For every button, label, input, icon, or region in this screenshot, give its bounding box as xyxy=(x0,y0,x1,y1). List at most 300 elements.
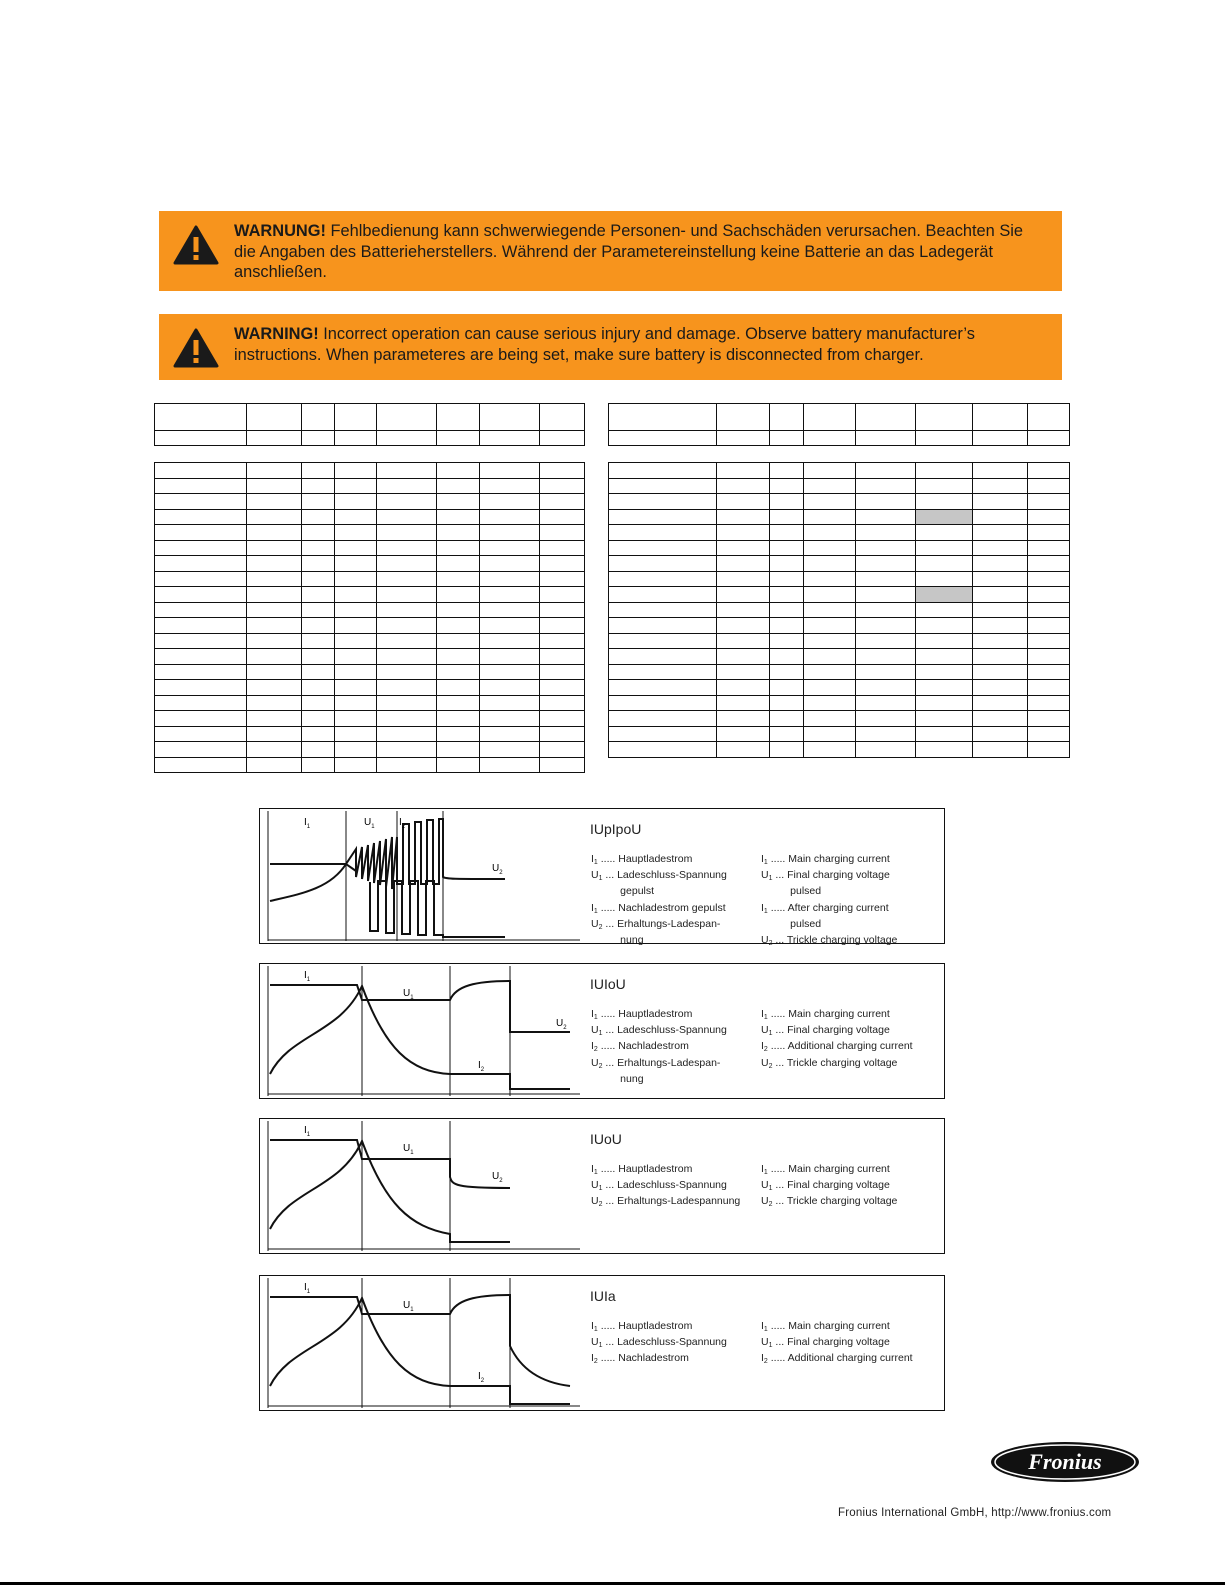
table-cell xyxy=(804,711,856,727)
table-cell xyxy=(437,695,480,711)
table-cell xyxy=(856,602,916,618)
table-cell xyxy=(302,463,335,479)
legend-english xyxy=(761,1163,897,1212)
table-cell xyxy=(480,431,540,446)
table-cell xyxy=(609,525,717,541)
table-cell xyxy=(377,478,437,494)
table-cell xyxy=(1028,711,1070,727)
curve-label-c: $I_2$ xyxy=(399,817,406,830)
table-cell xyxy=(247,509,302,525)
table-cell xyxy=(856,509,916,525)
table-cell xyxy=(480,711,540,727)
table-cell xyxy=(804,680,856,696)
table-row xyxy=(609,478,1070,494)
warning-box-de xyxy=(159,211,1062,291)
table-cell xyxy=(804,404,856,431)
legend-entry: $U_2$ ... Trickle charging voltage xyxy=(761,1056,898,1070)
legend-entry: gepulst xyxy=(591,885,655,898)
table-cell xyxy=(437,431,480,446)
table-cell xyxy=(609,431,717,446)
table-cell xyxy=(335,649,377,665)
table-cell xyxy=(717,742,770,758)
warning-text-de: WARNUNG! Fehlbedienung kann schwerwiegende Personen- und Sachschäden verursachen. Beachten Sie die Angaben des Batterieherstellers. Während der Parametereinstellung keine Batterie an das Ladegerät anschließen. xyxy=(234,222,1024,281)
table-cell xyxy=(335,757,377,773)
table-cell xyxy=(1028,556,1070,572)
table-cell xyxy=(770,494,804,510)
table-cell xyxy=(916,633,973,649)
table-cell xyxy=(856,649,916,665)
table-cell xyxy=(609,726,717,742)
charging-curve-diagram xyxy=(260,964,580,1098)
table-cell xyxy=(247,556,302,572)
table-cell xyxy=(916,602,973,618)
table-row xyxy=(609,463,1070,479)
table-cell xyxy=(247,540,302,556)
table-row xyxy=(155,463,585,479)
table-cell xyxy=(155,556,247,572)
table-cell xyxy=(1028,404,1070,431)
table-cell xyxy=(717,571,770,587)
table-cell xyxy=(916,726,973,742)
table-cell xyxy=(609,478,717,494)
table-cell xyxy=(302,525,335,541)
legend-entry: $U_2$ ... Erhaltungs-Ladespan- xyxy=(591,1056,721,1070)
table-cell xyxy=(916,680,973,696)
table-cell xyxy=(155,680,247,696)
table-cell xyxy=(540,571,585,587)
table-cell xyxy=(1028,742,1070,758)
table-cell xyxy=(540,664,585,680)
table-cell xyxy=(377,618,437,634)
table-cell xyxy=(609,404,717,431)
curve-label-c: $I_2$ xyxy=(478,1060,485,1073)
table-row xyxy=(155,540,585,556)
table-cell xyxy=(856,695,916,711)
table-cell xyxy=(437,742,480,758)
table-cell xyxy=(856,711,916,727)
table-row xyxy=(609,571,1070,587)
legend-entry: $I_1$ ..... Hauptladestrom xyxy=(591,1008,693,1021)
table-cell xyxy=(302,680,335,696)
table-cell xyxy=(770,540,804,556)
table-cell xyxy=(609,494,717,510)
table-cell xyxy=(1028,680,1070,696)
table-cell xyxy=(717,618,770,634)
table-cell xyxy=(480,509,540,525)
table-cell xyxy=(973,556,1028,572)
table-cell xyxy=(717,509,770,525)
legend-entry: $U_1$ ... Ladeschluss-Spannung xyxy=(591,1179,727,1193)
charging-curve-panel-iuou xyxy=(259,1118,945,1254)
table-cell xyxy=(247,494,302,510)
table-cell xyxy=(1028,431,1070,446)
table-row xyxy=(155,633,585,649)
charging-curve-panel-iupipou xyxy=(259,808,945,948)
table-row xyxy=(609,494,1070,510)
table-cell xyxy=(804,664,856,680)
table-cell xyxy=(916,649,973,665)
table-cell xyxy=(335,680,377,696)
table-cell xyxy=(916,540,973,556)
table-row xyxy=(155,695,585,711)
legend-entry: $I_1$ ..... Main charging current xyxy=(761,1008,890,1021)
table-cell xyxy=(540,478,585,494)
table-cell xyxy=(973,695,1028,711)
table-cell xyxy=(609,649,717,665)
table-cell xyxy=(973,431,1028,446)
table-cell xyxy=(247,726,302,742)
legend-entry: nung xyxy=(591,1072,644,1085)
table-cell xyxy=(155,742,247,758)
table-cell xyxy=(247,680,302,696)
table-row xyxy=(609,680,1070,696)
table-cell xyxy=(717,726,770,742)
table-cell xyxy=(804,571,856,587)
table-cell xyxy=(804,742,856,758)
table-cell xyxy=(377,664,437,680)
table-cell xyxy=(717,649,770,665)
table-cell xyxy=(437,509,480,525)
table-cell xyxy=(770,556,804,572)
table-cell xyxy=(155,711,247,727)
table-row xyxy=(609,602,1070,618)
table-cell xyxy=(609,618,717,634)
table-cell xyxy=(717,556,770,572)
table-cell xyxy=(856,633,916,649)
table-row xyxy=(609,587,1070,603)
table-row xyxy=(155,726,585,742)
table-cell xyxy=(973,509,1028,525)
table-cell xyxy=(916,695,973,711)
table-row xyxy=(155,664,585,680)
table-cell xyxy=(540,618,585,634)
table-cell xyxy=(155,525,247,541)
chart-title: IUIa xyxy=(590,1288,616,1304)
table-cell xyxy=(335,556,377,572)
table-row xyxy=(155,711,585,727)
table-cell xyxy=(973,742,1028,758)
table-cell xyxy=(155,540,247,556)
table-cell xyxy=(1028,587,1070,603)
table-cell xyxy=(540,494,585,510)
table-row xyxy=(609,431,1070,446)
table-cell xyxy=(155,404,247,431)
table-cell xyxy=(247,431,302,446)
table-cell xyxy=(302,742,335,758)
table-cell xyxy=(480,587,540,603)
legend-entry: $U_2$ ... Trickle charging voltage xyxy=(761,934,898,948)
table-cell xyxy=(609,509,717,525)
table-row xyxy=(609,649,1070,665)
table-cell xyxy=(609,571,717,587)
table-cell xyxy=(377,525,437,541)
table-cell xyxy=(480,478,540,494)
legend-entry: $U_2$ ... Trickle charging voltage xyxy=(761,1195,898,1209)
legend-german xyxy=(591,1163,740,1212)
table-cell xyxy=(480,525,540,541)
table-cell xyxy=(540,509,585,525)
curve-label-b: $U_1$ xyxy=(403,1143,414,1156)
legend-entry: $I_1$ ..... Main charging current xyxy=(761,1163,890,1176)
table-cell xyxy=(155,571,247,587)
table-cell xyxy=(609,587,717,603)
table-cell xyxy=(302,602,335,618)
curve-label-b: $U_1$ xyxy=(364,817,375,830)
chart-title: IUIoU xyxy=(590,976,626,992)
legend-german xyxy=(591,1320,727,1369)
table-cell xyxy=(302,695,335,711)
table-cell xyxy=(377,404,437,431)
table-cell xyxy=(856,618,916,634)
table-cell xyxy=(480,649,540,665)
table-cell xyxy=(155,757,247,773)
table-cell xyxy=(437,649,480,665)
table-row xyxy=(155,478,585,494)
table-cell xyxy=(247,602,302,618)
table-cell xyxy=(377,726,437,742)
legend-entry: $I_2$ ..... Additional charging current xyxy=(761,1352,913,1366)
table-cell xyxy=(770,478,804,494)
legend-german xyxy=(591,853,727,950)
table-cell xyxy=(377,463,437,479)
table-cell xyxy=(247,404,302,431)
svg-text:Fronius: Fronius xyxy=(1028,1449,1102,1474)
table-row xyxy=(155,509,585,525)
table-cell xyxy=(973,463,1028,479)
table-cell xyxy=(770,664,804,680)
table-cell xyxy=(609,711,717,727)
table-cell xyxy=(770,431,804,446)
table-cell xyxy=(437,711,480,727)
table-cell xyxy=(1028,726,1070,742)
table-cell xyxy=(717,633,770,649)
table-row xyxy=(609,525,1070,541)
legend-entry: $I_2$ ..... Nachladestrom xyxy=(591,1040,689,1054)
table-cell xyxy=(973,649,1028,665)
charging-curve-panel-iuiou xyxy=(259,963,945,1099)
table-cell xyxy=(155,726,247,742)
table-row xyxy=(155,571,585,587)
table-cell xyxy=(480,404,540,431)
table-cell xyxy=(856,463,916,479)
table-cell xyxy=(770,509,804,525)
table-cell xyxy=(247,587,302,603)
table-cell xyxy=(770,695,804,711)
table-cell xyxy=(302,664,335,680)
table-cell xyxy=(856,494,916,510)
table-cell xyxy=(247,695,302,711)
legend-entry: $U_1$ ... Final charging voltage xyxy=(761,1336,890,1350)
table-cell xyxy=(973,587,1028,603)
chart-title: IUpIpoU xyxy=(590,821,642,837)
table-cell xyxy=(1028,602,1070,618)
legend-entry: pulsed xyxy=(761,885,822,898)
table-cell xyxy=(717,525,770,541)
warning-text-en: WARNING! Incorrect operation can cause serious injury and damage. Observe battery manufacturer’s instructions. When parameteres are being set, make sure battery is disconnected from charger. xyxy=(234,325,975,364)
table-cell xyxy=(973,525,1028,541)
table-cell xyxy=(973,602,1028,618)
table-cell xyxy=(916,494,973,510)
table-cell xyxy=(1028,540,1070,556)
charging-curve-diagram xyxy=(260,809,580,943)
table-cell xyxy=(770,633,804,649)
table-cell xyxy=(155,463,247,479)
table-cell xyxy=(540,602,585,618)
legend-entry: $U_2$ ... Erhaltungs-Ladespan- xyxy=(591,917,721,931)
table-cell xyxy=(973,711,1028,727)
table-cell xyxy=(437,664,480,680)
table-row xyxy=(609,509,1070,525)
table-cell xyxy=(804,618,856,634)
legend-german xyxy=(591,1008,727,1089)
table-cell xyxy=(856,571,916,587)
table-cell xyxy=(302,726,335,742)
table-cell xyxy=(247,742,302,758)
table-cell xyxy=(804,602,856,618)
table-cell xyxy=(609,602,717,618)
table-cell xyxy=(916,742,973,758)
table-cell xyxy=(480,757,540,773)
table-cell xyxy=(377,556,437,572)
table-row xyxy=(155,649,585,665)
table-row xyxy=(155,525,585,541)
legend-entry: $I_1$ ..... Hauptladestrom xyxy=(591,853,693,866)
table-cell xyxy=(770,618,804,634)
table-cell xyxy=(1028,695,1070,711)
table-cell xyxy=(1028,525,1070,541)
table-cell xyxy=(717,587,770,603)
table-cell xyxy=(155,633,247,649)
table-cell xyxy=(480,463,540,479)
table-cell xyxy=(804,540,856,556)
table-cell xyxy=(804,649,856,665)
table-cell xyxy=(247,571,302,587)
table-cell xyxy=(717,695,770,711)
table-row xyxy=(155,618,585,634)
table-cell xyxy=(480,556,540,572)
table-cell xyxy=(717,404,770,431)
table-cell xyxy=(377,757,437,773)
table-cell xyxy=(335,587,377,603)
table-cell xyxy=(335,602,377,618)
table-cell xyxy=(540,757,585,773)
table-cell xyxy=(973,680,1028,696)
table-cell xyxy=(609,556,717,572)
table-cell xyxy=(480,726,540,742)
table-cell xyxy=(302,404,335,431)
table-cell xyxy=(856,556,916,572)
table-cell xyxy=(377,711,437,727)
table-cell xyxy=(155,695,247,711)
table-row xyxy=(609,711,1070,727)
curve-label-c: $I_2$ xyxy=(478,1371,485,1384)
table-cell xyxy=(609,633,717,649)
table-cell xyxy=(155,618,247,634)
warning-triangle-icon xyxy=(173,225,219,265)
legend-entry: $I_1$ ..... Main charging current xyxy=(761,853,890,866)
fronius-logo xyxy=(990,1441,1140,1483)
table-cell xyxy=(437,540,480,556)
table-cell xyxy=(302,509,335,525)
table-cell xyxy=(770,726,804,742)
table-cell xyxy=(856,525,916,541)
table-cell xyxy=(1028,571,1070,587)
table-cell xyxy=(804,556,856,572)
table-cell xyxy=(540,711,585,727)
table-cell xyxy=(302,540,335,556)
table-cell xyxy=(377,431,437,446)
legend-entry: $I_1$ ..... Hauptladestrom xyxy=(591,1320,693,1333)
table-row xyxy=(155,680,585,696)
table-cell xyxy=(856,742,916,758)
charging-curve-panel-iuia xyxy=(259,1275,945,1411)
table-cell xyxy=(247,618,302,634)
table-cell xyxy=(540,540,585,556)
legend-entry: $U_1$ ... Ladeschluss-Spannung xyxy=(591,1024,727,1038)
table-cell xyxy=(377,509,437,525)
curve-label-d: $U_2$ xyxy=(556,1018,567,1031)
table-cell xyxy=(155,649,247,665)
parameter-table-right xyxy=(608,462,1070,758)
table-cell xyxy=(916,664,973,680)
curve-label-a: $I_1$ xyxy=(304,1282,311,1295)
table-cell xyxy=(437,404,480,431)
table-cell xyxy=(973,618,1028,634)
table-cell xyxy=(247,649,302,665)
table-cell xyxy=(916,463,973,479)
table-cell xyxy=(770,571,804,587)
curve-label-d: $U_2$ xyxy=(492,863,503,876)
table-cell xyxy=(856,680,916,696)
table-cell xyxy=(540,463,585,479)
table-cell xyxy=(437,680,480,696)
legend-entry: $U_1$ ... Final charging voltage xyxy=(761,869,890,883)
table-cell xyxy=(804,478,856,494)
table-row xyxy=(155,494,585,510)
table-cell xyxy=(856,726,916,742)
table-cell xyxy=(609,742,717,758)
legend-entry: $I_2$ ..... Nachladestrom xyxy=(591,1352,689,1366)
table-cell xyxy=(804,509,856,525)
table-cell xyxy=(335,463,377,479)
table-cell xyxy=(247,478,302,494)
table-cell xyxy=(717,540,770,556)
table-cell xyxy=(155,431,247,446)
table-cell xyxy=(247,525,302,541)
parameter-table-left xyxy=(154,462,585,773)
table-row xyxy=(155,757,585,773)
table-cell xyxy=(377,649,437,665)
table-cell xyxy=(247,463,302,479)
table-cell xyxy=(770,602,804,618)
table-cell xyxy=(480,742,540,758)
table-cell xyxy=(335,525,377,541)
table-cell xyxy=(377,571,437,587)
table-cell xyxy=(437,618,480,634)
legend-entry: $U_1$ ... Final charging voltage xyxy=(761,1179,890,1193)
chart-title: IUoU xyxy=(590,1131,622,1147)
table-cell xyxy=(377,587,437,603)
legend-entry: $I_1$ ..... Nachladestrom gepulst xyxy=(591,901,726,915)
table-cell xyxy=(804,633,856,649)
table-cell xyxy=(770,680,804,696)
curve-label-b: $U_1$ xyxy=(403,988,414,1001)
table-cell xyxy=(437,525,480,541)
table-cell xyxy=(335,695,377,711)
table-cell xyxy=(770,649,804,665)
table-row xyxy=(155,404,585,431)
table-cell xyxy=(770,587,804,603)
